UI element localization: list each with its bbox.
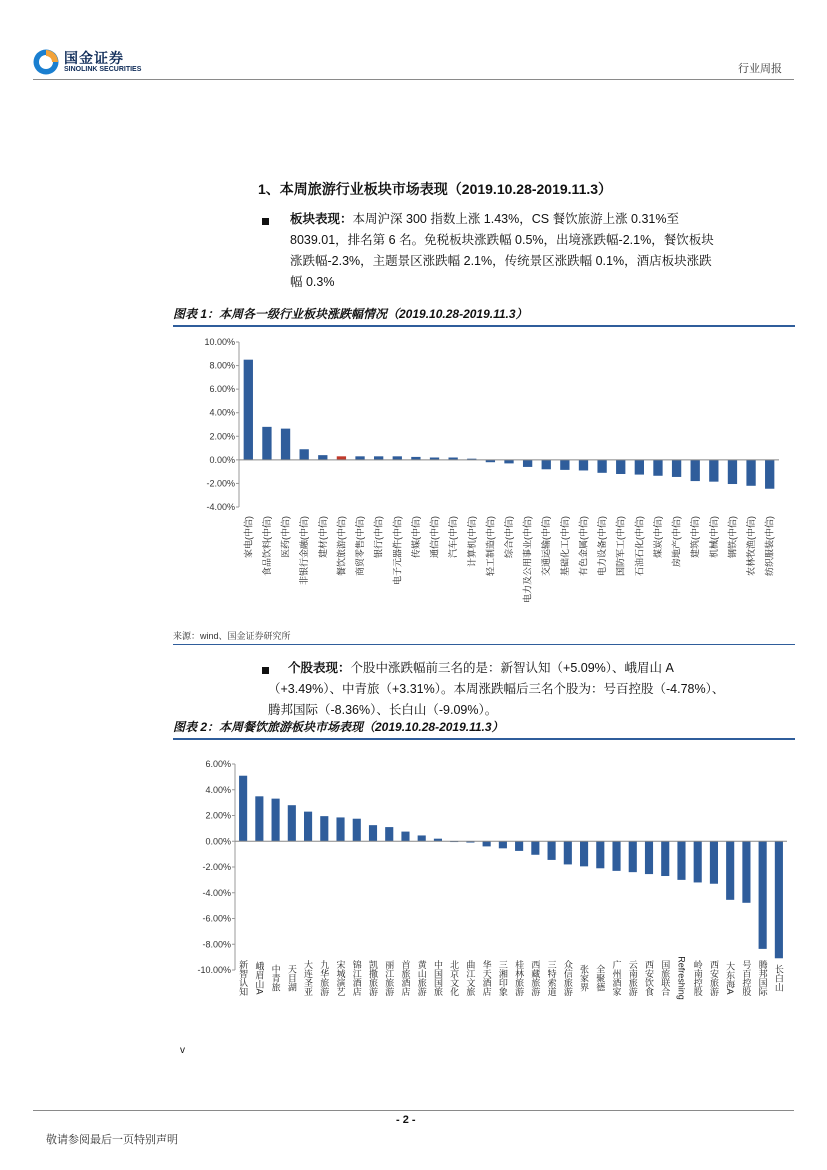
bar [691, 460, 700, 481]
figure1-source: 来源：wind、国金证券研究所 [173, 631, 291, 641]
para-line: 涨跌幅-2.3%，主题景区涨跌幅 2.1%，传统景区涨跌幅 0.1%，酒店板块涨跌 [290, 254, 712, 268]
category-label: 天目湖 [286, 964, 297, 992]
category-label: 西安旅游 [708, 960, 719, 996]
category-label: 中青旅 [270, 964, 281, 992]
category-label: 房地产(中信) [671, 516, 682, 567]
chart-industry-sectors [173, 330, 795, 625]
bar [374, 456, 383, 460]
bar [710, 841, 718, 883]
y-tick-label: 0.00% [205, 836, 231, 847]
bar [353, 819, 361, 842]
bar [765, 460, 774, 489]
y-tick-label: 6.00% [205, 759, 231, 769]
y-tick-label: -6.00% [202, 913, 231, 924]
bar [759, 841, 767, 949]
y-tick-label: 4.00% [205, 784, 231, 795]
bar [742, 841, 750, 903]
bar [694, 841, 702, 882]
bar [239, 776, 247, 842]
bar [709, 460, 718, 482]
category-label: 岭南控股 [692, 960, 703, 996]
category-label: 曲江文旅 [465, 960, 476, 996]
footer-divider [33, 1110, 794, 1111]
bar [596, 841, 604, 868]
bar [336, 817, 344, 841]
category-label: 国防军工(中信) [615, 516, 626, 576]
para-label: 个股表现： [288, 661, 351, 675]
category-label: 传媒(中信) [410, 516, 421, 558]
bar [746, 460, 755, 486]
y-tick-label: 8.00% [209, 360, 235, 371]
category-label: 峨眉山A [254, 961, 265, 995]
bar [645, 841, 653, 874]
category-label: 基础化工(中信) [559, 516, 570, 576]
footer-disclaimer: 敬请参阅最后一页特别声明 [46, 1134, 178, 1146]
bar [337, 456, 346, 460]
chart-tourism-stocks [173, 745, 795, 1055]
bar [775, 841, 783, 958]
category-label: 钢铁(中信) [727, 516, 738, 558]
category-label: 商贸零售(中信) [355, 516, 366, 576]
figure1-rule [173, 325, 795, 327]
bar [726, 841, 734, 900]
category-label: 电子元器件(中信) [392, 516, 403, 585]
y-tick-label: -10.00% [197, 965, 231, 975]
bar [288, 805, 296, 841]
header-divider [33, 79, 794, 80]
category-label: 宋城演艺 [335, 960, 346, 996]
category-label: 石油石化(中信) [634, 516, 645, 576]
doc-type: 行业周报 [738, 63, 782, 75]
y-tick-label: -2.00% [206, 478, 235, 489]
bar [653, 460, 662, 476]
category-label: 食品饮料(中信) [261, 516, 272, 576]
category-label: 国旅联合 [660, 960, 671, 996]
bar [393, 456, 402, 460]
bar [369, 825, 377, 841]
y-tick-label: 4.00% [209, 407, 235, 418]
bar [483, 841, 491, 846]
section-title: 1、本周旅游行业板块市场表现（2019.10.28-2019.11.3） [258, 181, 613, 197]
bar [548, 841, 556, 860]
paragraph-stocks [268, 658, 795, 721]
bar [355, 456, 364, 460]
bar [597, 460, 606, 473]
bar [281, 429, 290, 460]
category-label: 银行(中信) [373, 516, 384, 558]
page-number: - 2 - [396, 1114, 416, 1126]
category-label: 大东海A [725, 961, 736, 995]
y-tick-label: 6.00% [209, 384, 235, 395]
bar [629, 841, 637, 872]
category-label: 华天酒店 [481, 960, 492, 996]
category-label: 九华旅游 [319, 960, 330, 996]
bar [300, 449, 309, 460]
category-label: 全聚德 [595, 964, 606, 992]
bar [579, 460, 588, 471]
bar [542, 460, 551, 469]
category-label: 三湘印象 [497, 960, 508, 996]
figure2-title: 图表 2：本周餐饮旅游板块市场表现（2019.10.28-2019.11.3） [173, 720, 504, 734]
category-label: 建材(中信) [317, 516, 328, 558]
bar [612, 841, 620, 871]
category-label: 北京文化 [449, 960, 460, 996]
category-label: 丽江旅游 [384, 960, 395, 996]
bar [499, 841, 507, 848]
bar [564, 841, 572, 864]
category-label: 机械(中信) [708, 516, 719, 558]
y-tick-label: 2.00% [209, 431, 235, 442]
category-label: 轻工制造(中信) [485, 516, 496, 576]
category-label: 云南旅游 [627, 960, 638, 996]
category-label: 煤炭(中信) [652, 516, 663, 558]
category-label: 桂林旅游 [514, 960, 525, 996]
figure2-rule [173, 738, 795, 740]
bar [385, 827, 393, 841]
company-name-en: SINOLINK SECURITIES [64, 66, 142, 73]
y-tick-label: 0.00% [209, 454, 235, 465]
category-label: 计算机(中信) [466, 516, 477, 567]
category-label: 通信(中信) [429, 516, 440, 558]
category-label: 综合(中信) [504, 516, 514, 558]
bar [418, 835, 426, 841]
category-label: 首旅酒店 [400, 960, 411, 996]
y-tick-label: 2.00% [205, 810, 231, 821]
bar [244, 360, 253, 460]
bar [255, 796, 263, 841]
bullet-icon [262, 218, 269, 225]
category-label: 腾邦国际 [757, 960, 768, 996]
stray-mark: v [180, 1045, 185, 1056]
bar [672, 460, 681, 477]
bar [523, 460, 532, 467]
category-label: 黄山旅游 [416, 960, 427, 996]
category-label: 有色金属(中信) [578, 516, 589, 576]
category-label: 西安饮食 [644, 960, 654, 996]
bar [262, 427, 271, 460]
para-line: 个股中涨跌幅前三名的是：新智认知（+5.09%）、峨眉山 A [350, 661, 674, 675]
category-label: 凯撒旅游 [368, 960, 378, 996]
y-tick-label: -4.00% [206, 502, 235, 512]
category-label: 餐饮旅游(中信) [336, 516, 347, 576]
category-label: Refreshing [676, 956, 687, 1000]
para-line: （+3.49%）、中青旅（+3.31%）。本周涨跌幅后三名个股为：号百控股（-4.78%）、 [268, 682, 725, 696]
bar [677, 841, 685, 880]
y-tick-label: -4.00% [202, 887, 231, 898]
category-label: 众信旅游 [562, 960, 573, 996]
y-tick-label: 10.00% [204, 337, 235, 347]
bar [531, 841, 539, 855]
bar [580, 841, 588, 866]
para-line: 本周沪深 300 指数上涨 1.43%，CS 餐饮旅游上涨 0.31%至 [352, 212, 679, 226]
bar [728, 460, 737, 484]
paragraph-sector [290, 209, 795, 293]
category-label: 大连圣亚 [303, 960, 314, 996]
category-label: 中国国旅 [432, 960, 443, 996]
logo-mark [33, 49, 59, 75]
para-line: 8039.01，排名第 6 名。免税板块涨跌幅 0.5%，出境涨跌幅-2.1%，餐饮板块 [290, 233, 714, 247]
category-label: 新智认知 [238, 960, 249, 996]
bar [661, 841, 669, 876]
bar [504, 460, 513, 464]
category-label: 西藏旅游 [530, 960, 541, 996]
category-label: 号百控股 [741, 960, 752, 996]
bar [515, 841, 523, 851]
category-label: 三特索道 [546, 960, 557, 996]
category-label: 建筑(中信) [690, 516, 701, 558]
bar [401, 832, 409, 842]
y-tick-label: -8.00% [202, 939, 231, 950]
category-label: 交通运输(中信) [541, 516, 552, 576]
category-label: 张家界 [579, 964, 590, 992]
para-label: 板块表现： [290, 212, 353, 226]
category-label: 农林牧渔(中信) [746, 516, 757, 576]
bar [304, 812, 312, 842]
bar [616, 460, 625, 474]
category-label: 长白山 [773, 964, 784, 992]
category-label: 锦江酒店 [351, 960, 362, 996]
company-name-cn: 国金证券 [64, 50, 124, 66]
bar [320, 816, 328, 841]
category-label: 电力设备(中信) [597, 516, 608, 576]
category-label: 汽车(中信) [448, 516, 459, 558]
para-line: 幅 0.3% [290, 275, 335, 289]
bar [635, 460, 644, 475]
category-label: 家电(中信) [243, 516, 254, 558]
bar [272, 799, 280, 842]
category-label: 电力及公用事业(中信) [522, 516, 533, 603]
bar [318, 455, 327, 460]
figure1-title: 图表 1：本周各一级行业板块涨跌幅情况（2019.10.28-2019.11.3） [173, 307, 528, 321]
category-label: 医药(中信) [280, 516, 291, 558]
para-line: 腾邦国际（-8.36%）、长白山（-9.09%）。 [268, 703, 498, 717]
y-tick-label: -2.00% [202, 862, 231, 872]
bar [560, 460, 569, 470]
category-label: 纺织服装(中信) [764, 516, 775, 576]
category-label: 广州酒家 [611, 960, 622, 996]
category-label: 非银行金融(中信) [299, 516, 310, 585]
figure1-bottom-rule [173, 644, 795, 645]
